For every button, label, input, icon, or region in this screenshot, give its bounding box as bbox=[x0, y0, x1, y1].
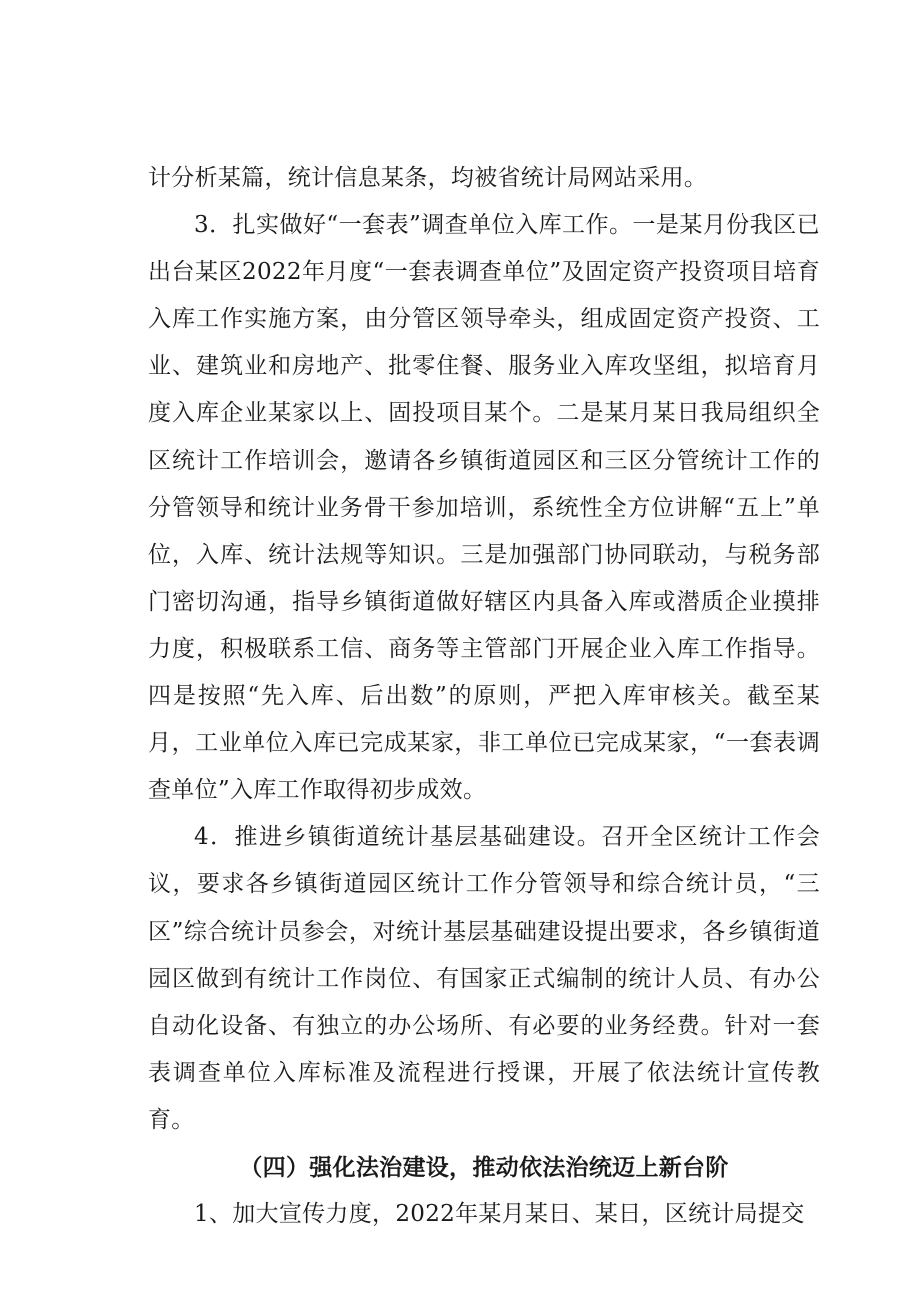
paragraph-continuation: 计分析某篇，统计信息某条，均被省统计局网站采用。 bbox=[148, 165, 708, 191]
document-body bbox=[148, 155, 820, 1238]
paragraph-item-1: 1、加大宣传力度，2022年某月某日、某日，区统计局提交 bbox=[194, 1201, 805, 1228]
paragraph-item-4: 4．推进乡镇街道统计基层基础建设。召开全区统计工作会议，要求各乡镇街道园区统计工作分管领导和综合统计员，“三区”综合统计员参会，对统计基层基础建设提出要求，各乡镇街道园区做到有统计工作岗位、有国家正式编制的统计人员、有办公自动化设备、有独立的办公场所、有必要的业务经费。针对一套表调查单位入库标准及流程进行授课，开展了依法统计宣传教育。 bbox=[148, 824, 820, 1133]
paragraph-item-3: 3．扎实做好“一套表”调查单位入库工作。一是某月份我区已出台某区2022年月度“一套表调查单位”及固定资产投资项目培育入库工作实施方案，由分管区领导牵头，组成固定资产投资、工业、建筑业和房地产、批零住餐、服务业入库攻坚组，拟培育月度入库企业某家以上、固投项目某个。二是某月某日我局组织全区统计工作培训会，邀请各乡镇街道园区和三区分管统计工作的分管领导和统计业务骨干参加培训，系统性全方位讲解“五上”单位，入库、统计法规等知识。三是加强部门协同联动，与税务部门密切沟通，指导乡镇街道做好辖区内具备入库或潜质企业摸排力度，积极联系工信、商务等主管部门开展企业入库工作指导。四是按照“先入库、后出数”的原则，严把入库审核关。截至某月，工业单位入库已完成某家，非工单位已完成某家，“一套表调查单位”入库工作取得初步成效。 bbox=[148, 212, 820, 804]
section-heading: （四）强化法治建设，推动依法治统迈上新台阶 bbox=[239, 1153, 729, 1181]
